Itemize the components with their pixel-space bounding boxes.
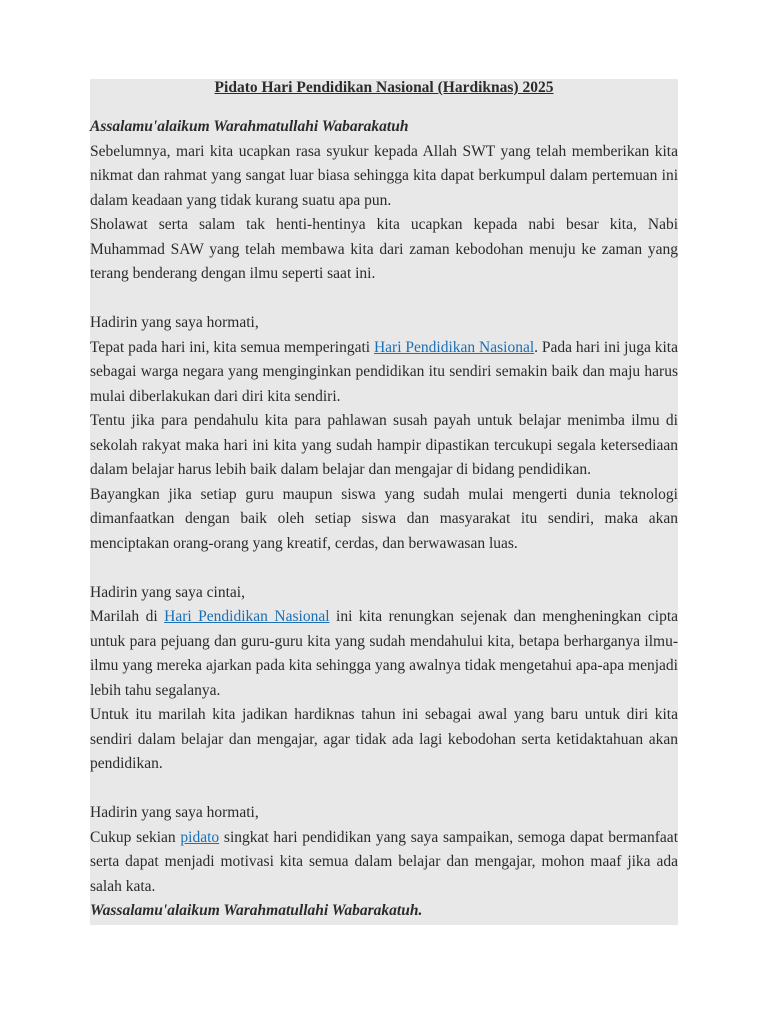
document-body	[90, 79, 678, 925]
paragraph-penutup	[90, 826, 678, 900]
salutation-hormati-1: Hadirin yang saya hormati,	[90, 314, 259, 331]
salutation-cintai: Hadirin yang saya cintai,	[90, 583, 245, 601]
paragraph-text: singkat hari pendidikan yang saya sampaikan, semoga dapat bermanfaat serta dapat menjadi motivasi kita semua dalam belajar dan mengajar, mohon maaf jika ada salah kata.	[90, 828, 678, 895]
opening-greeting: Assalamu'alaikum Warahmatullahi Wabarakatuh	[90, 118, 409, 135]
paragraph-pendahulu: Tentu jika para pendahulu kita para pahlawan susah payah untuk belajar menimba ilmu di sekolah rakyat maka hari ini kita yang sudah hampir dipastikan tercukupi segala ketersediaan dalam belajar harus lebih baik dalam belajar dan mengajar di bidang pendidikan.	[90, 412, 678, 478]
paragraph-sholawat: Sholawat serta salam tak henti-hentinya kita ucapkan kepada nabi besar kita, Nabi Muhammad SAW yang telah membawa kita dari zaman kebodohan menuju ke zaman yang terang benderang dengan ilmu seperti saat ini.	[90, 216, 678, 282]
spacer	[90, 777, 678, 802]
paragraph-text: . Pada hari ini juga kita sebagai warga negara yang menginginkan pendidikan itu sendiri semakin baik dan maju harus mulai diberlakukan dari diri kita sendiri.	[90, 338, 678, 405]
document-title: Pidato Hari Pendidikan Nasional (Hardiknas) 2025	[214, 79, 554, 96]
paragraph-text: ini kita renungkan sejenak dan mengheningkan cipta untuk para pejuang dan guru-guru kita yang sudah mendahului kita, betapa berharganya ilmu-ilmu yang mereka ajarkan pada kita sehingga yang awalnya tidak mengetahui apa-apa menjadi lebih tahu segalanya.	[90, 608, 679, 699]
closing-greeting: Wassalamu'alaikum Warahmatullahi Wabarakatuh.	[90, 902, 423, 919]
paragraph-teknologi: Bayangkan jika setiap guru maupun siswa yang sudah mulai mengerti dunia teknologi dimanfaatkan dengan baik oleh setiap siswa dan masyarakat itu sendiri, maka akan menciptakan orang-orang yang kreatif, cerdas, dan berwawasan luas.	[90, 485, 678, 552]
paragraph-text: Cukup sekian	[90, 828, 181, 846]
link-hari-pendidikan-nasional[interactable]: Hari Pendidikan Nasional	[373, 338, 535, 356]
spacer	[90, 287, 678, 312]
link-hari-pendidikan-nasional-2[interactable]: Hari Pendidikan Nasional	[164, 608, 330, 625]
salutation-hormati-2: Hadirin yang saya hormati,	[90, 804, 259, 821]
link-pidato[interactable]: pidato	[180, 828, 220, 846]
spacer	[90, 556, 678, 581]
paragraph-text: Tepat pada hari ini, kita semua memperingati	[90, 338, 374, 356]
paragraph-memperingati	[90, 336, 678, 410]
paragraph-text: Marilah di	[90, 608, 165, 625]
paragraph-renungkan	[90, 605, 678, 703]
paragraph-hardiknas-tahun-ini: Untuk itu marilah kita jadikan hardiknas tahun ini sebagai awal yang baru untuk diri kita sendiri dalam belajar dan mengajar, agar tidak ada lagi kebodohan serta ketidaktahuan akan pendidikan.	[90, 706, 678, 772]
paragraph-gratitude: Sebelumnya, mari kita ucapkan rasa syukur kepada Allah SWT yang telah memberikan kita nikmat dan rahmat yang sangat luar biasa sehingga kita dapat berkumpul dalam pertemuan ini dalam keadaan yang tidak kurang suatu apa pun.	[90, 142, 678, 209]
